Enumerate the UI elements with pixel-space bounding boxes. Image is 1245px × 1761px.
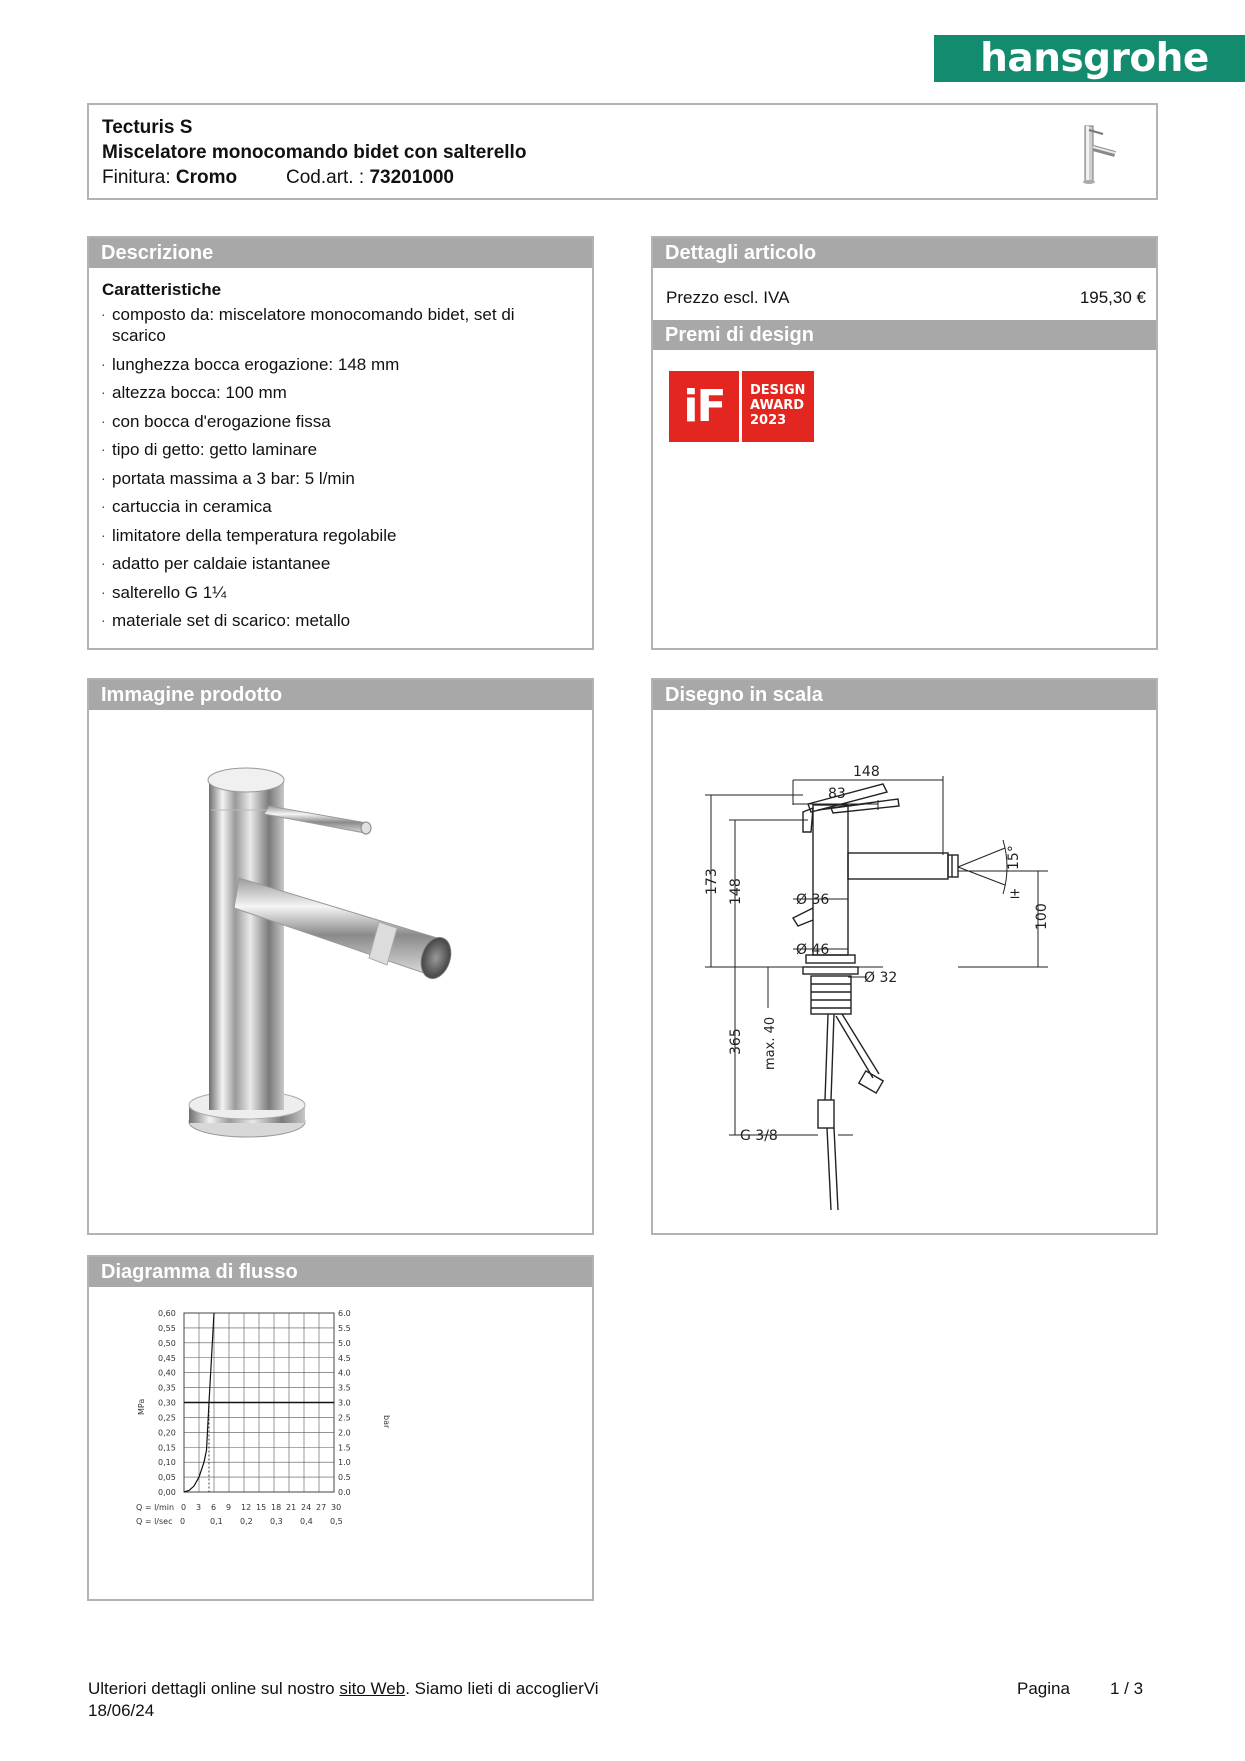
- chart-y-tick: 0,30: [158, 1398, 176, 1408]
- feature-item: · altezza bocca: 100 mm: [89, 382, 559, 403]
- chart-y2-tick: 4.5: [338, 1353, 351, 1363]
- feature-item: · portata massima a 3 bar: 5 l/min: [89, 468, 559, 489]
- chart-y-tick: 0,00: [158, 1488, 176, 1497]
- chart-y-tick: 0,40: [158, 1368, 176, 1378]
- chart-y-tick: 0,45: [158, 1353, 176, 1363]
- chart-y2-tick: 4.0: [338, 1368, 351, 1378]
- features-subtitle: Caratteristiche: [102, 280, 222, 299]
- chart-y-tick: 0,60: [158, 1309, 176, 1318]
- product-photo: [169, 760, 499, 1180]
- chart-y-tick: 0,50: [158, 1338, 176, 1348]
- dim-d36: Ø 36: [796, 892, 830, 908]
- chart-y2-tick: 0.5: [338, 1473, 351, 1483]
- description-title: Descrizione: [89, 238, 592, 268]
- features-list: [89, 304, 559, 639]
- chart-x-tick: 12: [241, 1503, 252, 1512]
- dim-100-height: 100: [1034, 903, 1050, 930]
- flow-diagram-panel: [87, 1255, 594, 1601]
- chart-x2-tick: 0: [180, 1517, 186, 1526]
- finish-label: Finitura:: [102, 167, 171, 188]
- chart-y2-tick: 2.5: [338, 1413, 351, 1423]
- dim-d32: Ø 32: [864, 970, 898, 986]
- chart-y2-tick: 3.0: [338, 1398, 351, 1408]
- feature-item: · composto da: miscelatore monocomando bidet, set di scarico: [89, 304, 559, 346]
- dim-148-height: 148: [728, 878, 744, 905]
- chart-x-tick: 6: [211, 1503, 217, 1512]
- awards-title: Premi di design: [653, 320, 1156, 350]
- dim-173-height: 173: [704, 868, 720, 895]
- chart-y2-tick: 5.5: [338, 1323, 351, 1333]
- page-number: 1 / 3: [1110, 1679, 1144, 1698]
- feature-item: · limitatore della temperatura regolabile: [89, 525, 559, 546]
- chart-x2-tick: 0,3: [270, 1517, 283, 1526]
- footer-text-after: . Siamo lieti di accoglierVi: [405, 1679, 599, 1698]
- chart-x2-tick: 0,1: [210, 1517, 223, 1526]
- chart-y2-tick: 6.0: [338, 1309, 351, 1318]
- chart-x-tick: 24: [301, 1503, 312, 1512]
- feature-item: · con bocca d'erogazione fissa: [89, 411, 559, 432]
- details-panel: [651, 236, 1158, 650]
- chart-y-label: MPa: [137, 1398, 146, 1415]
- if-logo: iF: [669, 371, 739, 442]
- chart-x2-tick: 0,4: [300, 1517, 313, 1526]
- feature-item: · adatto per caldaie istantanee: [89, 553, 559, 574]
- chart-y2-tick: 5.0: [338, 1338, 351, 1348]
- award-line: AWARD: [750, 398, 805, 413]
- chart-y-tick: 0,15: [158, 1443, 176, 1453]
- chart-y2-tick: 1.5: [338, 1443, 351, 1453]
- chart-x-tick: 18: [271, 1503, 282, 1512]
- award-line: 2023: [750, 413, 787, 428]
- chart-y2-tick: 1.0: [338, 1458, 351, 1468]
- footer-date: 18/06/24: [88, 1701, 155, 1720]
- feature-item: · cartuccia in ceramica: [89, 496, 559, 517]
- page-label: Pagina: [1017, 1679, 1070, 1698]
- footer-info: [88, 1679, 599, 1699]
- chart-x-tick: 9: [226, 1503, 232, 1512]
- chart-x-tick: 0: [181, 1503, 187, 1512]
- chart-x-tick: 30: [331, 1503, 342, 1512]
- feature-item: · tipo di getto: getto laminare: [89, 439, 559, 460]
- footer-text-before: Ulteriori dettagli online sul nostro: [88, 1679, 340, 1698]
- brand-logo: [934, 35, 1245, 82]
- award-line: DESIGN: [750, 383, 806, 398]
- chart-x-tick: 27: [316, 1503, 327, 1512]
- flow-diagram-title: Diagramma di flusso: [89, 1257, 592, 1287]
- dim-365: 365: [728, 1028, 744, 1055]
- technical-drawing-title: Disegno in scala: [653, 680, 1156, 710]
- chart-x-label: Q = l/min: [136, 1503, 175, 1512]
- chart-y2-label: bar: [382, 1415, 391, 1429]
- technical-drawing: [653, 680, 1156, 1233]
- description-panel: [87, 236, 594, 650]
- award-text: [742, 371, 814, 442]
- chart-y-tick: 0,35: [158, 1383, 176, 1393]
- chart-x2-tick: 0,5: [330, 1517, 343, 1526]
- dim-angle: 15°: [1006, 845, 1022, 870]
- brand-logo-text: hansgrohe: [980, 36, 1209, 81]
- flow-chart: [89, 1257, 592, 1599]
- if-design-award-badge: [669, 371, 815, 442]
- chart-y-tick: 0,10: [158, 1458, 176, 1468]
- price-value: 195,30 €: [1079, 288, 1146, 307]
- chart-y2-tick: 2.0: [338, 1428, 351, 1438]
- product-name: Miscelatore monocomando bidet con salterello: [102, 142, 527, 163]
- dim-max-40: max. 40: [763, 1016, 778, 1070]
- product-header: [87, 103, 1158, 200]
- product-line: Tecturis S: [102, 117, 193, 138]
- dim-148-width: 148: [853, 764, 880, 780]
- dim-d46: Ø 46: [796, 942, 830, 958]
- feature-item: · lunghezza bocca erogazione: 148 mm: [89, 354, 559, 375]
- chart-x-tick: 21: [286, 1503, 297, 1512]
- finish-value: Cromo: [175, 167, 238, 188]
- product-thumbnail: [1073, 120, 1133, 188]
- price-label: Prezzo escl. IVA: [666, 288, 790, 307]
- feature-item: · materiale set di scarico: metallo: [89, 610, 559, 631]
- chart-x2-label: Q = l/sec: [136, 1517, 173, 1526]
- code-line: [286, 165, 454, 190]
- details-title: Dettagli articolo: [653, 238, 1156, 268]
- chart-y-tick: 0,25: [158, 1413, 176, 1423]
- product-image-title: Immagine prodotto: [89, 680, 592, 710]
- chart-x2-tick: 0,2: [240, 1517, 253, 1526]
- chart-x-tick: 3: [196, 1503, 202, 1512]
- website-link[interactable]: sito Web: [339, 1679, 406, 1698]
- code-label: Cod.art. :: [286, 167, 365, 188]
- chart-y2-tick: 0.0: [338, 1488, 351, 1497]
- dim-g38: G 3/8: [740, 1128, 778, 1144]
- chart-x-tick: 15: [256, 1503, 267, 1512]
- dim-plus-minus: ±: [1009, 886, 1021, 902]
- chart-y-tick: 0,05: [158, 1473, 176, 1483]
- chart-y-tick: 0,55: [158, 1323, 176, 1333]
- technical-drawing-panel: [651, 678, 1158, 1235]
- code-value: 73201000: [369, 167, 454, 188]
- chart-y2-tick: 3.5: [338, 1383, 351, 1393]
- product-image-panel: [87, 678, 594, 1235]
- feature-item: · salterello G 1¼: [89, 582, 559, 603]
- chart-y-tick: 0,20: [158, 1428, 176, 1438]
- finish-line: [102, 165, 237, 190]
- dim-83-width: 83: [828, 786, 846, 802]
